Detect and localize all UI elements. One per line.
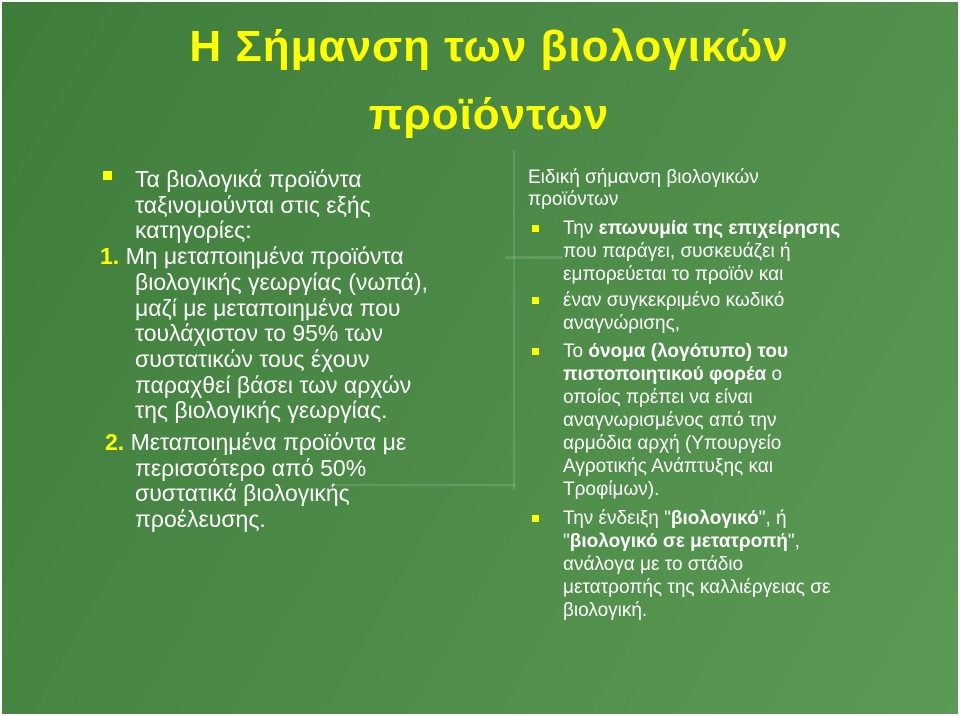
bullet-text: Το <box>563 341 589 362</box>
bullet-bold-text: βιολογικό σε μετατροπή <box>569 531 788 552</box>
bullet-text: Την ένδειξη " <box>563 508 671 529</box>
label-bullet-identification-code <box>528 289 948 335</box>
bullet-text: Την <box>563 218 599 239</box>
category-text-2: Μεταποιημένα προϊόντα με περισσότερο από 50% συστατικά βιολογικής προέλευσης. <box>130 429 407 533</box>
category-item-1 <box>100 243 515 424</box>
label-bullet-organic-indication <box>528 507 948 622</box>
bullet-square-icon <box>532 297 539 304</box>
bullet-square-icon <box>532 348 539 355</box>
right-column <box>528 167 948 622</box>
intro-paragraph <box>135 167 515 244</box>
category-number-1: 1. <box>100 243 120 270</box>
category-item-2 <box>105 429 515 533</box>
bullet-bold-text: βιολογικό <box>670 508 759 529</box>
label-bullet-certification-body <box>528 340 948 501</box>
bullet-bold-text: όνομα (λογότυπο) του πιστοποιητικού φορέα <box>563 341 789 385</box>
intro-text: Τα βιολογικά προϊόντα ταξινομούνται στις εξής κατηγορίες: <box>135 166 371 244</box>
right-column-heading: Ειδική σήμανση βιολογικών προϊόντων <box>528 167 759 210</box>
bullet-bold-text: επωνυμία της επιχείρησης <box>598 218 841 239</box>
bullet-text: ", ανάλογα με το στάδιο μετατροπής της καλλιέργειας σε βιολογική. <box>563 531 831 621</box>
category-number-2: 2. <box>105 429 125 456</box>
category-text-1: Μη μεταποιημένα προϊόντα βιολογικής γεωργίας (νωπά), μαζί με μεταποιημένα που τουλάχιστον το 95% των συστατικών τους έχουν παραχθεί βάσει των αρχών της βιολογικής γεωργίας. <box>125 243 428 424</box>
bullet-text: ", ή " <box>563 508 787 552</box>
slide-title-line-2: προϊόντων <box>368 90 610 139</box>
label-bullet-business-name <box>528 217 948 286</box>
left-column <box>100 166 515 533</box>
bullet-text: που παράγει, συσκευάζει ή εμπορεύεται το προϊόν και <box>563 241 791 285</box>
slide-title-line-1: Η Σήμανση των βιολογικών <box>189 22 789 71</box>
bullet-square-icon <box>532 225 539 232</box>
bullet-text: ο οποίος πρέπει να είναι αναγνωρισμένος από την αρμόδια αρχή (Υπουργείο Αγροτικής Ανάπτυξης και Τροφίμων). <box>563 364 783 500</box>
bullet-text: έναν συγκεκριμένο κωδικό αναγνώρισης, <box>563 290 785 334</box>
bullet-square-icon <box>103 171 112 180</box>
bullet-square-icon <box>532 515 539 522</box>
